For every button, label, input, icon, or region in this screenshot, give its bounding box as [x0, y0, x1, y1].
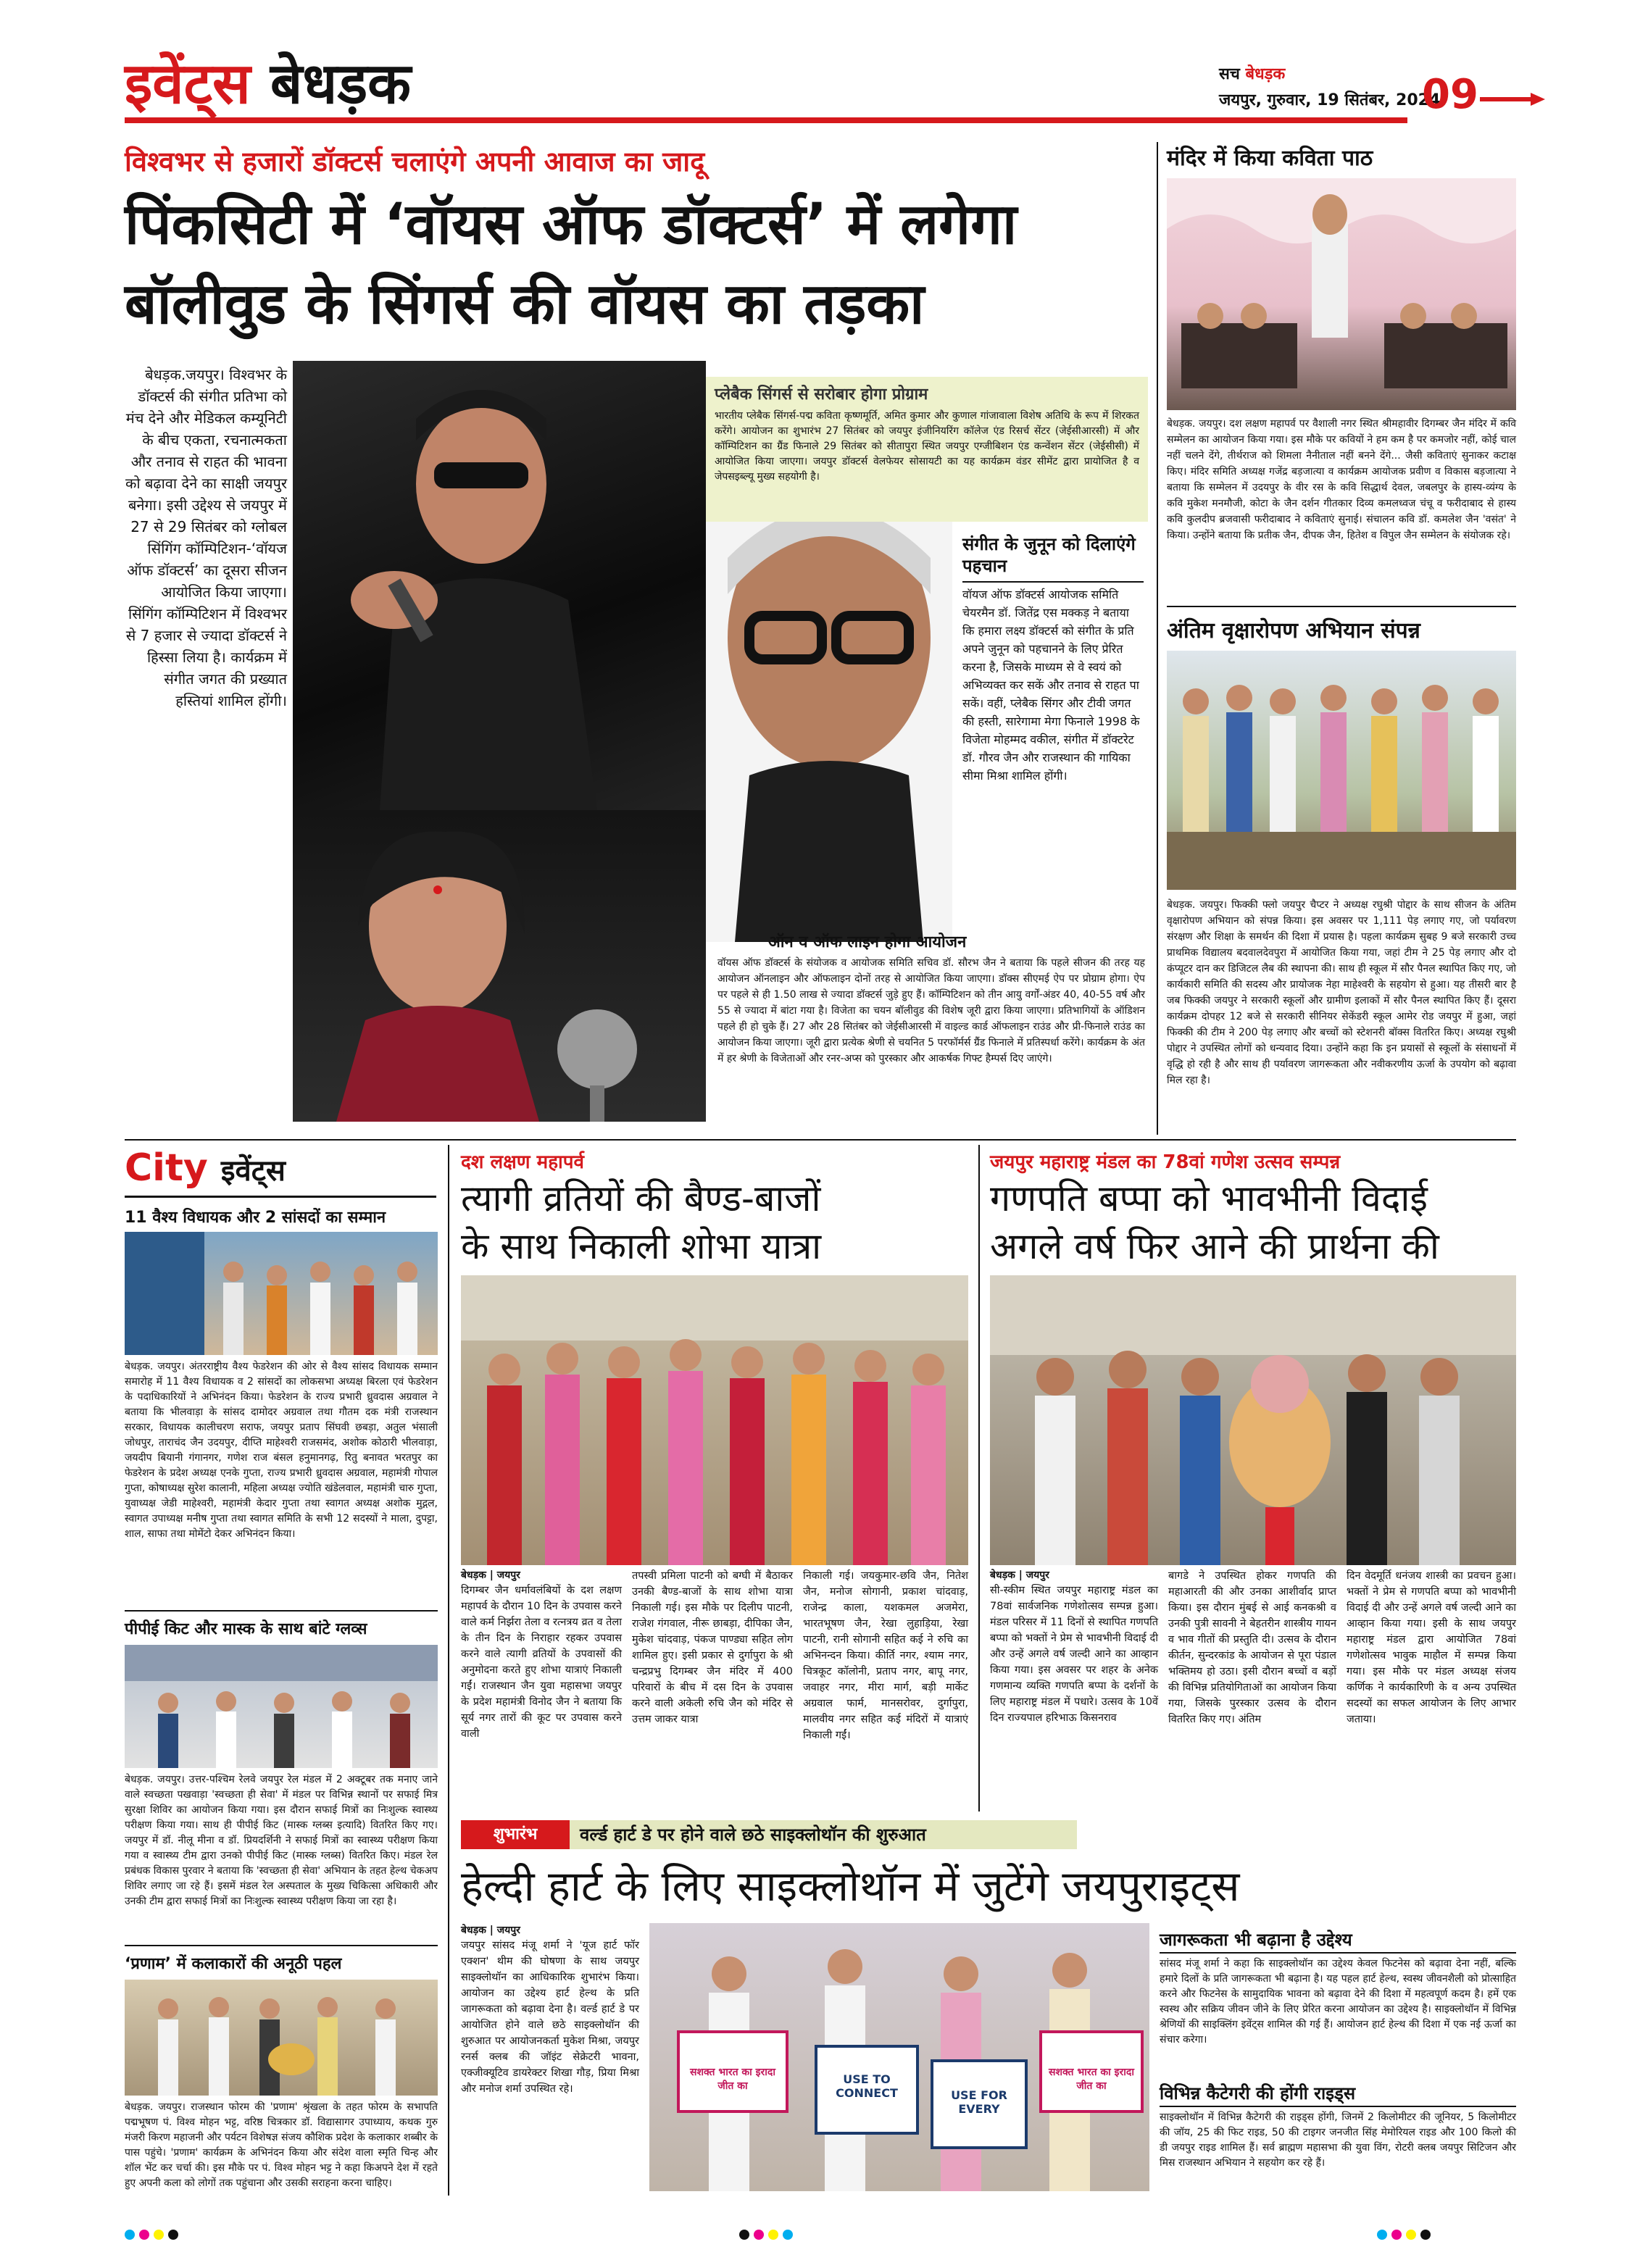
jain-headline-line2: के साथ निकाली शोभा यात्रा [461, 1225, 822, 1267]
jain-col1: दिगम्बर जैन धर्मावलंबियों के दश लक्षण महापर्व के दौरान 10 दिन के उपवास करने वाले कर्म निर्झरा तेला व रत्नत्रय व्रत व तेला के तीन दिन के निराहार रहकर उपवास करने वाले त्यागी व्रतियों के उपवासों की अनुमोदना करते हुए शोभा यात्राएं निकाली गईं। राजस्थान जैन युवा महासभा जयपुर के प्रदेश महामंत्री विनोद जैन ने बताया कि सूर्य नगर तारों की कूट पर उपवास करने वाली [461, 1585, 622, 1740]
color-registration-right [1377, 2229, 1435, 2243]
pen-nib-icon [1480, 90, 1545, 109]
placard-4: सशक्त भारत का इरादा जीत का [1049, 2067, 1134, 2092]
online-title: ऑन व ऑफ लाइन होगा आयोजन [768, 933, 967, 951]
brand-tagline: सच बेधड़क [1219, 65, 1286, 83]
kavita-photo [1167, 178, 1516, 410]
lead-headline-line2: बॉलीवुड के सिंगर्स की वॉयस का तड़का [125, 272, 925, 337]
cyclothon-byline: बेधड़क | जयपुर [461, 1925, 520, 1936]
city-story3-photo [125, 1980, 438, 2096]
cyclothon-kicker-bar: वर्ल्ड हार्ट डे पर होने वाले छठे साइक्लोथॉन की शुरुआत [570, 1820, 1077, 1849]
kavita-text: बेधड़क. जयपुर। दश लक्षण महापर्व पर वैशाली नगर स्थित श्रीमहावीर दिगम्बर जैन मंदिर में कवि सम्मेलन का आयोजन किया गया। इस मौके पर कवियों ने हम कम है पर कमजोर नहीं, कोई चाल नहीं चलने देंगे, तीर्थराज को शिमला नैनीताल नहीं बनने देंगे... जैसी कविताएं सुनाकर कटाक्ष किए। मंदिर समिति अध्यक्ष गजेंद्र बड़जात्या व कार्यक्रम आयोजक प्रवीण व विकास बड़जात्या ने बताया कि सम्मेलन में उदयपुर के वीर रस के कवि सिद्धार्थ देवल, जबलपुर के हास्य-व्यंग्य के कवि मुकेश मनमौजी, कोटा के जैन दर्शन गीतकार दिव्य कमलध्वज चंचू व फरीदाबाद से हास्य कवि कुलदीप ब्रजवासी फरीदाबाद ने कविताएं सुनाई। संचालन कवि डॉ. कमलेश जैन 'वसंत' ने किया। उन्होंने बताया कि प्रतीक जैन, दीपक जैन, हितेश व विपुल जैन सम्मेलन के संयोजक रहे। [1167, 418, 1516, 541]
masthead-rule [125, 117, 1407, 123]
cyclothon-sub2-text: साइक्लोथॉन में विभिन्न कैटेगरी की राइड्स होंगी, जिनमें 2 किलोमीटर की जूनियर, 5 किलोमीटर की जॉय, 25 की फिट राइड, 50 की टाइगर जनजीत सिंह मेमोरियल राइड और 100 किलो की डी जयपुर राइड शामिल हैं। सर्व ब्राह्मण महासभा की युवा विंग, रोटरी क्लब जयपुर सिटिजन और मिस राजस्थान अभियान ने सहयोग कर रहे हैं। [1160, 2111, 1516, 2169]
singer-photo-main [293, 361, 706, 810]
playback-box [706, 377, 1148, 522]
playback-box-text: भारतीय प्लेबैक सिंगर्स-पद्म कविता कृष्णमूर्ति, अमित कुमार और कुणाल गांजावाला विशेष अतिथि के रूप में शिरकत करेंगे। आयोजन का शुभारंभ 27 सितंबर को जयपुर इंजीनियरिंग कॉलेज एंड रिसर्च सेंटर (जेईसीआरसी) में और कॉम्पिटिशन का ग्रैंड फिनाले 29 सितंबर को सीतापुरा स्थित जयपुर एग्जीबिशन एंड कन्वेंशन सेंटर (जेईसीसी) में आयोजित किया जाएगा। जयपुर डॉक्टर्स वेलफेयर सोसायटी का यह कार्यक्रम वंडर सीमेंट द्वारा प्रायोजित है व जेपसइब्ल्यू मुख्य सहयोगी है। [715, 410, 1139, 483]
cyclothon-tag: शुभारंभ [461, 1820, 570, 1849]
ganesh-byline: बेधड़क | जयपुर [990, 1569, 1049, 1581]
section-title [125, 48, 411, 120]
city-logo: City इवेंट्स [125, 1146, 286, 1190]
ganesh-col3: दिन वेदमूर्ति धनंजय शास्त्री का प्रवचन हुआ। भक्तों ने प्रेम से गणपति बप्पा को भावभीनी विदाई दी और उन्हें अगले वर्ष जल्दी आने का आव्हान किया गया। इसी के साथ जयपुर महाराष्ट्र मंडल द्वारा आयोजित 78वां गणेशोत्सव भावुक माहौल में सम्पन्न किया गया। इस मौके पर मंडल अध्यक्ष संजय कर्णिक ने कार्यकारिणी के व अन्य उपस्थित सदस्यों का सफल आयोजन के लिए आभार जताया। [1347, 1570, 1516, 1725]
ganesh-col1: सी-स्कीम स्थित जयपुर महाराष्ट्र मंडल का 78वां सार्वजनिक गणेशोत्सव सम्पन्न हुआ। मंडल परिसर में 11 दिनों से स्थापित गणपति बप्पा को भक्तों ने प्रेम से भावभीनी विदाई दी और उन्हें अगले वर्ष जल्दी आने का आव्हान किया गया। इस अवसर पर शहर के अनेक गणमान्य व्यक्ति गणपति बप्पा के दर्शनों के लिए महाराष्ट्र मंडल में पधारे। उत्सव के 10वें दिन राज्यपाल हरिभाऊ किसनराव [990, 1585, 1158, 1724]
ganesh-kicker: जयपुर महाराष्ट्र मंडल का 78वां गणेश उत्सव सम्पन्न [990, 1151, 1341, 1173]
color-registration-left [125, 2229, 183, 2243]
jain-kicker: दश लक्षण महापर्व [461, 1151, 584, 1173]
cyclothon-sub1-title: जागरूकता भी बढ़ाना है उद्देश्य [1160, 1930, 1352, 1950]
plantation-text: बेधड़क. जयपुर। फिक्की फ्लो जयपुर चैप्टर ने अध्यक्ष रघुश्री पोद्दार के साथ सीजन के अंतिम वृक्षारोपण अभियान को संपन्न किया। इस अवसर पर 1,111 पेड़ लगाए गए, जो पर्यावरण संरक्षण और शिक्षा के समर्थन की दिशा में प्रयास है। पहला कार्यक्रम सुबह 9 बजे सरकारी उच्च प्राथमिक विद्यालय बदवालदेवपुरा में आयोजित किया गया, जहां टीम ने 25 पेड़ लगाए और दो कंप्यूटर दान कर डिजिटल लैब की स्थापना की। साथ ही स्कूल में सौर पैनल स्थापित किए गए, जो कार्यकारी समिति की सदस्य और प्रायोजक नेहा माहेश्वरी के सहयोग से हुआ। यह तीसरी बार है जब फिक्की जयपुर ने सरकारी स्कूलों और ग्रामीण इलाकों में सौर पैनल स्थापित किए हैं। दूसरा कार्यक्रम दोपहर 12 बजे से सरकारी सीनियर सेकेंडरी स्कूल आमेर रोड जयपुर में हुआ, जहां फिक्की की टीम ने 200 पेड़ लगाए और बच्चों को स्टेशनरी बॉक्स वितरित किए। अध्यक्ष रघुश्री पोद्दार ने उपस्थित लोगों को धन्यवाद दिया। उन्होंने कहा कि इन प्रयासों से स्कूलों के संसाधनों में वृद्धि हो रही है और साथ ही पर्यावरण जागरूकता और नवीकरणीय ऊर्जा के उपयोग को बढ़ावा मिल रहा है। [1167, 899, 1516, 1086]
jain-procession-photo [461, 1275, 968, 1565]
passion-text: वॉयज ऑफ डॉक्टर्स आयोजक समिति चेयरमैन डॉ. जितेंद्र एस मक्कड़ ने बताया कि हमारा लक्ष्य डॉक्टर्स को संगीत के प्रति अपने जुनून को पहचानने के लिए प्रेरित करना है, जिसके माध्यम से वे स्वयं को अभिव्यक्त कर सकें और तनाव से राहत पा सकें। वहीं, प्लेबैक सिंगर और टीवी जगत की हस्ती, सारेगामा मेगा फिनाले 1998 के विजेता मोहम्मद वकील, संगीत में डॉक्टरेट डॉ. गौरव जैन और राजस्थान की गायिका सीमा मिश्रा शामिल होंगी। [962, 588, 1140, 783]
singer-photo-female [293, 810, 706, 1122]
jain-col2: तपस्वी प्रमिला पाटनी को बग्घी में बैठाकर उनकी बैण्ड-बाजों के साथ शोभा यात्रा निकाली गई। इस मौके पर दिलीप पाटनी, राजेश गंगवाल, नीरू छाबड़ा, दीपिका जैन, मुकेश चांदवाड़, पंकज पाण्ड्या सहित लोग शामिल हुए। इसी प्रकार से दुर्गापुरा के श्री चन्द्रप्रभु दिगम्बर जैन मंदिर में 400 परिवारों के बीच में दस दिन के उपवास करने वाली अकेली रुचि जैन को मंदिर से उत्तम जाकर यात्रा [632, 1570, 793, 1725]
page-number: 09 [1422, 71, 1478, 118]
city-story2-photo [125, 1645, 438, 1768]
city-story2-title: पीपीई किट और मास्क के साथ बांटे ग्लव्स [125, 1620, 367, 1638]
city-story3-title: ‘प्रणाम’ में कलाकारों की अनूठी पहल [125, 1955, 342, 1973]
placard-1: सशक्त भारत का इरादा जीत का [690, 2067, 775, 2092]
lead-headline-line1: पिंकसिटी में ‘वॉयस ऑफ डॉक्टर्स’ में लगेगा [125, 192, 1018, 257]
color-registration-center [739, 2229, 797, 2243]
ganesh-headline-line1: गणपति बप्पा को भावभीनी विदाई [990, 1177, 1428, 1220]
jain-col3: निकाली गई। जयकुमार-छवि जैन, नितेश जैन, मनोज सोगानी, प्रकाश चांदवाड़, राजेन्द्र काला, यशकमल अजमेरा, भारतभूषण जैन, रेखा लुहाड़िया, रेखा पाटनी, रानी सोगानी सहित कई ने रुचि का अभिनन्दन किया। कीर्ति नगर, श्याम नगर, चित्रकूट कॉलोनी, प्रताप नगर, बापू नगर, जवाहर नगर, मीरा मार्ग, बड़ी मार्केट अग्रवाल फार्म, मानसरोवर, दुर्गापुरा, मालवीय नगर सहित कई मंदिरों में यात्राएं निकाली गईं। [803, 1570, 968, 1741]
city-story1-photo [125, 1232, 438, 1355]
dateline: जयपुर, गुरुवार, 19 सितंबर, 2024 [1219, 91, 1441, 109]
ganesh-photo [990, 1275, 1516, 1565]
lead-kicker: विश्वभर से हजारों डॉक्टर्स चलाएंगे अपनी आवाज का जादू [125, 146, 705, 178]
cyclothon-photo [649, 1923, 1149, 2191]
plantation-title: अंतिम वृक्षारोपण अभियान संपन्न [1167, 618, 1420, 643]
lead-intro: बेधड़क.जयपुर। विश्वभर के डॉक्टर्स की संगीत प्रतिभा को मंच देने और मेडिकल कम्यूनिटी के बीच एकता, रचनात्मकता और तनाव से राहत की भावना को बढ़ावा देने का साक्षी जयपुर बनेगा। इसी उद्देश्य से जयपुर में 27 से 29 सितंबर को ग्लोबल सिंगिंग कॉम्पिटिशन-‘वॉयज ऑफ डॉक्टर्स’ का दूसरा सीजन आयोजित किया जाएगा। सिंगिंग कॉम्पिटिशन में विश्वभर से 7 हजार से ज्यादा डॉक्टर्स ने हिस्सा लिया है। कार्यक्रम में संगीत जगत की प्रख्यात हस्तियां शामिल होंगी। [125, 366, 287, 709]
city-story1-title: 11 वैश्य विधायक और 2 सांसदों का सम्मान [125, 1209, 386, 1227]
plantation-photo [1167, 651, 1516, 890]
ganesh-col2: बागडे ने उपस्थित होकर गणपति की महाआरती की और उनका आशीर्वाद प्राप्त किया। इस दौरान मुंबई से आई कनकश्री व उनकी पुत्री सावनी ने बेहतरीन शास्त्रीय गायन व भाव गीतों की प्रस्तुति दी। उत्सव के दौरान कीर्तन, सुन्दरकांड के आयोजन से पूरा पंडाल भक्तिमय हो उठा। इसी दौरान बच्चों व बड़ों की विभिन्न प्रतियोगिताओं का आयोजन किया गया, जिसके पुरस्कार उत्सव के दौरान वितरित किए गए। अंतिम [1168, 1570, 1336, 1725]
jain-byline: बेधड़क | जयपुर [461, 1569, 520, 1581]
cyclothon-sub2-title: विभिन्न कैटेगरी की होंगी राइड्स [1160, 2083, 1356, 2104]
section-title-black: बेधड़क [270, 51, 412, 117]
placard-2: USE TO CONNECT [836, 2072, 898, 2100]
city-story3-text: बेधड़क. जयपुर। राजस्थान फोरम की 'प्रणाम' श्रृंखला के तहत फोरम के सभापति पद्मभूषण पं. विश्व मोहन भट्ट, वरिष्ठ चित्रकार डॉ. विद्यासागर उपाध्याय, कथक गुरु मंजरी किरण महाजनी और पर्यटन विशेषज्ञ संजय कौशिक प्रदेश के कलाकार शब्बीर के पास पहुंचे। 'प्रणाम' कार्यक्रम के अभिनंदन किया और संदेश वाला स्मृति चिन्ह और शॉल भेंट कर चर्चा की। इस मौके पर पं. विश्व मोहन भट्ट ने कहा किअपने देश में रहते हुए अपनी कला को लोगों तक पहुंचाना और उसकी सराहना करना चाहिए। [125, 2101, 438, 2189]
jain-headline-line1: त्यागी व्रतियों की बैण्ड-बाजों [461, 1177, 821, 1220]
cyclothon-headline: हेल्दी हार्ट के लिए साइक्लोथॉन में जुटेंगे जयपुराइट्स [461, 1861, 1240, 1911]
city-story2-text: बेधड़क. जयपुर। उत्तर-पश्चिम रेलवे जयपुर रेल मंडल में 2 अक्टूबर तक मनाए जाने वाले स्वच्छता पखवाड़ा 'स्वच्छता ही सेवा' में मंडल पर विभिन्न स्थानों पर सफाई मित्र सुरक्षा शिविर का आयोजन किया गया। इस दौरान सफाई मित्रों का निःशुल्क स्वास्थ्य परीक्षण किया गया। साथ ही पीपीई किट (मास्क ग्लब्स इत्यादि) वितरित किए गए। जयपुर में डॉ. नीलू मीना व डॉ. प्रियदर्शिनी ने सफाई मित्रों का स्वास्थ्य परीक्षण किया गया व स्वास्थ्य टीम द्वारा उनको पीपीई किट (मास्क ग्लब्स) वितरित किए। मंडल रेल प्रबंधक विकास पुरवार ने बताया कि 'स्वच्छता ही सेवा' अभियान के तहत हेल्थ चेकअप शिविर लगाए जा रहे हैं। इसमें मंडल रेल अस्पताल के मुख्य चिकित्सा अधिकारी और उनकी टीम द्वारा सफाई मित्रों का निःशुल्क स्वास्थ्य परीक्षण किया जा रहा है। [125, 1774, 438, 1907]
cyclothon-left-text: जयपुर सांसद मंजू शर्मा ने 'यूज हार्ट फॉर एक्शन' थीम की घोषणा के साथ जयपुर साइक्लोथॉन का आधिकारिक शुभारंभ किया। आयोजन का उद्देश्य हार्ट हेल्थ के प्रति जागरूकता को बढ़ावा देना है। वर्ल्ड हार्ट डे पर आयोजित होने वाले छठे साइक्लोथॉन की शुरुआत पर आयोजनकर्ता मुकेश मिश्रा, जयपुर रनर्स क्लब की जॉइंट सेक्रेटरी भावना, एक्जीक्यूटिव डायरेक्टर शिखा गौड़, प्रिया मिश्रा और मनोज शर्मा उपस्थित रहे। [461, 1940, 639, 2095]
online-text: वॉयस ऑफ डॉक्टर्स के संयोजक व आयोजक समिति सचिव डॉ. सौरभ जैन ने बताया कि पहले सीजन की तरह यह आयोजन ऑनलाइन और ऑफलाइन दोनों तरह से आयोजित किया जाएगा। डॉक्स सीएमई ऐप पर प्रोग्राम होगा। ऐप पर पहले से ही 1.50 लाख से ज्यादा डॉक्टर्स जुड़े हुए हैं। कॉम्पिटिशन को तीन आयु वर्गों-अंडर 40, 40-55 वर्ष और 55 से ज्यादा में बांटा गया है। विजेता का चयन बॉलीवुड की विशेष जूरी द्वारा किया जाएगा। प्रतिभागियों के ऑडिशन पहले ही हो चुके हैं। 27 और 28 सितंबर को जेईसीआरसी में वाइल्ड कार्ड ऑफलाइन राउंड और प्री-फिनाले राउंड का आयोजन किया जाएगा। जूरी द्वारा प्रत्येक श्रेणी से चयनित 5 परफॉर्मर्स ग्रैंड फिनाले में प्रतिस्पर्धा करेंगे। कार्यक्रम के अंत में हर श्रेणी के विजेताओं और रनर-अप्स को पुरस्कार और आकर्षक गिफ्ट हैम्पर्स दिए जाएंगे। [717, 957, 1146, 1064]
ganesh-headline-line2: अगले वर्ष फिर आने की प्रार्थना की [990, 1225, 1439, 1267]
passion-title: संगीत के जुनून को दिलाएंगे पहचान [962, 534, 1136, 576]
kavita-title: मंदिर में किया कविता पाठ [1167, 146, 1373, 171]
playback-box-title: प्लेबैक सिंगर्स से सरोबार होगा प्रोग्राम [715, 385, 928, 404]
placard-3: USE FOR EVERY [951, 2088, 1007, 2116]
section-title-red: इवेंट्स [125, 51, 251, 117]
cyclothon-sub1-text: सांसद मंजू शर्मा ने कहा कि साइक्लोथॉन का उद्देश्य केवल फिटनेस को बढ़ावा देना नहीं, बल्कि हमारे दिलों के प्रति जागरूकता भी बढ़ाना है। यह पहल हार्ट हेल्थ, स्वस्थ जीवनशैली को प्रोत्साहित करने और फिटनेस के सामुदायिक भावना को बढ़ावा देने की दिशा में महत्वपूर्ण कदम है। हमें एक स्वस्थ और सक्रिय जीवन जीने के लिए प्रेरित करना आयोजन का उद्देश्य है। साइक्लोथॉन में विभिन्न श्रेणियों की साइक्लिंग इवेंट्स शामिल की गई हैं। आयोजन हार्ट हेल्थ की दिशा में एक नई ऊर्जा का संचार करेगा। [1160, 1958, 1516, 2046]
city-story1-text: बेधड़क. जयपुर। अंतरराष्ट्रीय वैश्य फेडरेशन की ओर से वैश्य सांसद विधायक सम्मान समारोह में 11 वैश्य विधायक व 2 सांसदों का लोकसभा अध्यक्ष बिरला एवं फेडरेशन के पदाधिकारियों ने अभिनंदन किया। फेडरेशन के राज्य प्रभारी ध्रुवदास अग्रवाल ने बताया कि भीलवाड़ा के सांसद दामोदर अग्रवाल तथा गौतम दक मंत्री राजस्थान सरकार, विधायक कालीचरण सराफ, जयपुर प्रताप सिंघवी छबड़ा, अतुल भंसाली जोधपुर, ताराचंद जैन उदयपुर, दीप्ति माहेश्वरी राजसमंद, अशोक कोठारी भीलवाड़ा, जयदीप बियानी गंगानगर, गणेश राज बंसल हनुमानगढ़, रितु बनावत भरतपुर का फेडरेशन के प्रदेश अध्यक्ष एनके गुप्ता, राज्य प्रभारी ध्रुवदास अग्रवाल, महामंत्री गोपाल गुप्ता, कोषाध्यक्ष सुरेश कालानी, महिला अध्यक्ष ज्योति खंडेलवाल, महामंत्री चारु गुप्ता, युवाध्यक्ष जेडी माहेश्वरी, महामंत्री केदार गुप्ता तथा स्वागत अध्यक्ष अशोक मुद्गल, स्वागत उपाध्यक्ष मनीष गुप्ता तथा स्वागत समिति के सभी 12 सदस्यों ने माला, दुपट्टा, शाल, साफा तथा मोमेंटो देकर अभिनंदन किया। [125, 1361, 438, 1540]
